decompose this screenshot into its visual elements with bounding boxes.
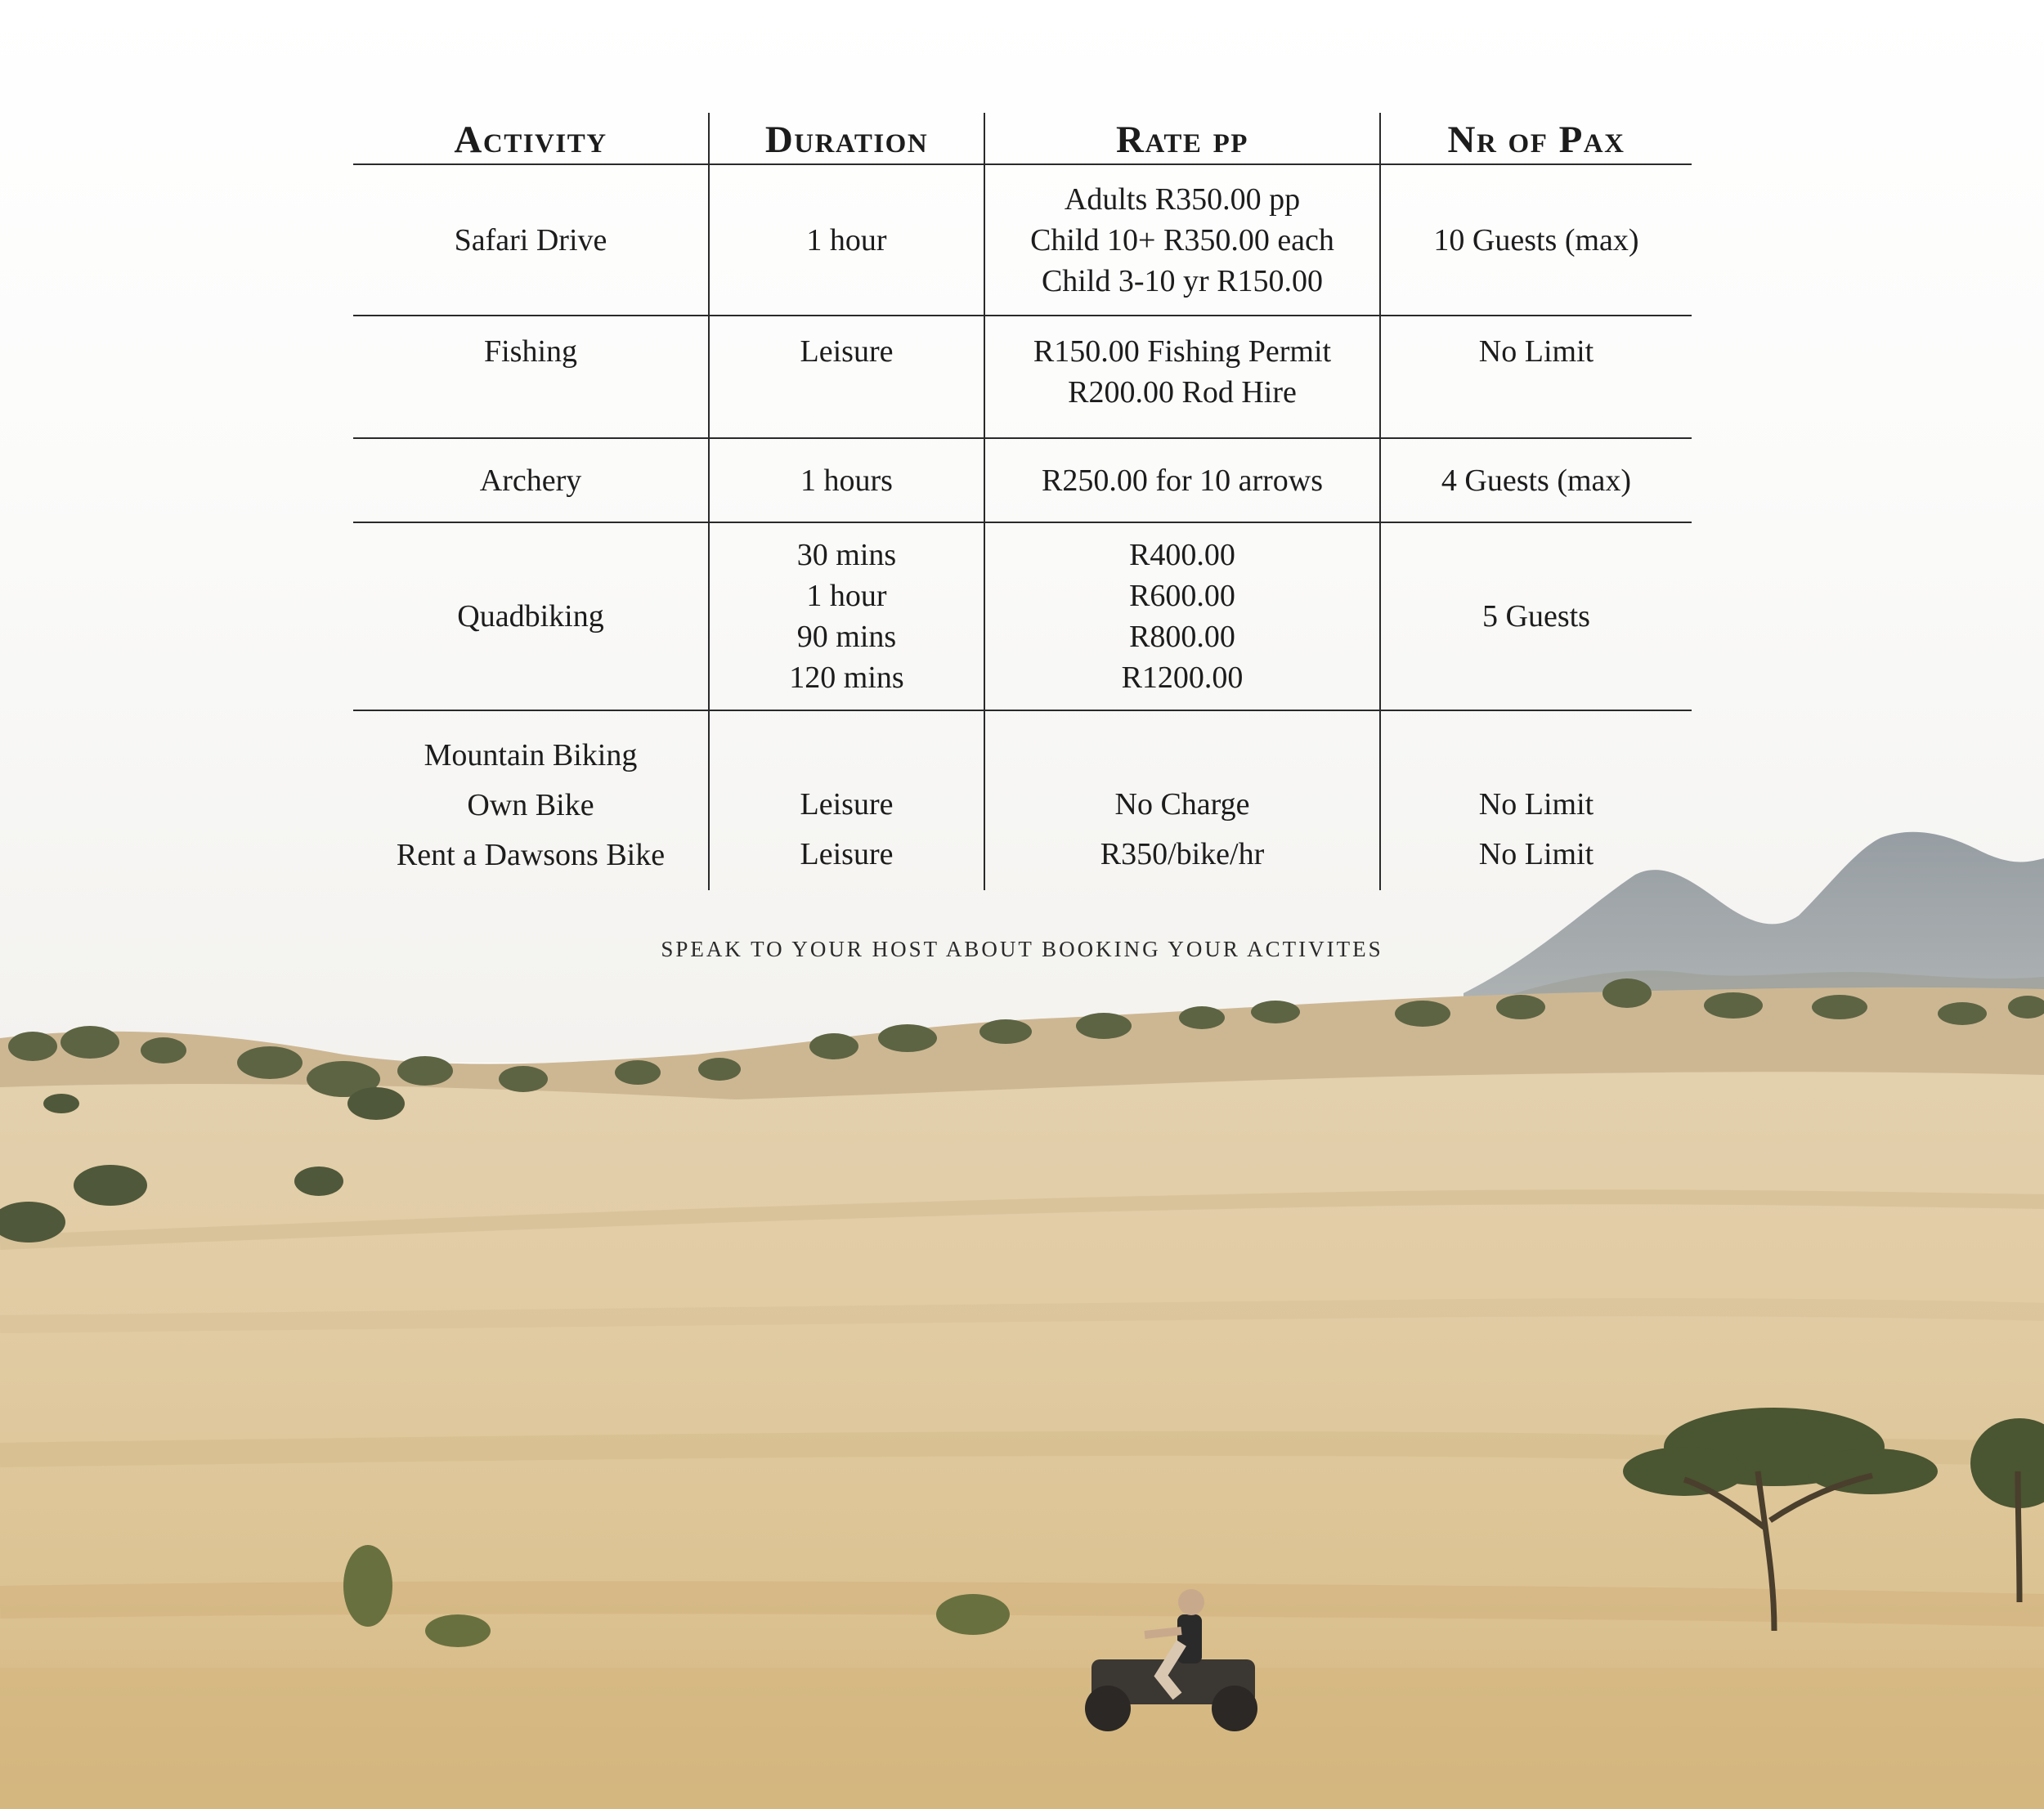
rate-line: R350/bike/hr [1100,837,1265,871]
table-row [353,711,1692,890]
header-duration: Duration [710,113,985,163]
activity-name: Archery [479,463,582,498]
rate-line: Child 3-10 yr R150.00 [1041,263,1324,298]
pax-value: 4 Guests (max) [1441,463,1632,498]
pax-cell [1381,165,1692,315]
rate-line: R800.00 [1129,620,1235,654]
activity-name: Safari Drive [454,222,607,257]
rate-cell [985,316,1381,437]
activity-cell [353,316,710,437]
duration-value: Leisure [800,787,894,822]
activity-name: Quadbiking [457,599,604,634]
duration-value: 1 hour [806,579,887,613]
header-pax: Nr of Pax [1447,119,1625,161]
duration-value: Leisure [800,837,894,871]
activity-cell [353,711,710,890]
duration-cell [710,165,985,315]
duration-value: 120 mins [789,660,904,695]
duration-value: Leisure [800,334,894,369]
activity-name: Mountain Biking [424,738,638,772]
rate-cell [985,711,1381,890]
pax-cell [1381,523,1692,710]
rate-line: R200.00 Rod Hire [1068,375,1297,410]
rate-line: Adults R350.00 pp [1064,181,1301,217]
duration-value: 30 mins [796,538,897,572]
duration-cell [710,523,985,710]
activity-name: Fishing [483,334,578,369]
duration-value: 1 hours [800,463,893,498]
rate-line: Child 10+ R350.00 each [1030,222,1334,257]
rate-line: R250.00 for 10 arrows [1041,463,1324,498]
activity-cell [353,523,710,710]
duration-cell [710,711,985,890]
table-row [353,316,1692,439]
duration-cell [710,439,985,522]
activity-option: Own Bike [467,788,594,822]
booking-note: SPEAK TO YOUR HOST ABOUT BOOKING YOUR ACTIVITES [661,937,1383,961]
rate-line: R150.00 Fishing Permit [1033,334,1332,369]
duration-value: 1 hour [806,222,887,257]
pax-cell [1381,439,1692,522]
activity-cell [353,165,710,315]
pax-value: 5 Guests [1482,599,1590,634]
duration-cell [710,316,985,437]
pax-value: No Limit [1478,837,1594,871]
table-row [353,439,1692,523]
rate-line: R400.00 [1129,538,1235,572]
rate-cell [985,165,1381,315]
rate-cell [985,523,1381,710]
pax-value: No Limit [1478,787,1594,822]
header-rate: Rate pp [985,113,1381,163]
rate-cell [985,439,1381,522]
activity-cell [353,439,710,522]
pax-value: No Limit [1478,334,1594,369]
table-header-row [353,113,1692,165]
activity-rates-table [353,113,1692,890]
pax-cell [1381,316,1692,437]
rate-line: R1200.00 [1121,660,1244,695]
rate-line: R600.00 [1129,579,1235,613]
duration-value: 90 mins [796,620,897,654]
table-row [353,523,1692,711]
pax-cell [1381,711,1692,890]
activity-option: Rent a Dawsons Bike [396,838,666,872]
pax-value: 10 Guests (max) [1433,222,1639,257]
table-row [353,165,1692,316]
header-activity: Activity [353,113,710,163]
rate-line: No Charge [1114,787,1250,822]
